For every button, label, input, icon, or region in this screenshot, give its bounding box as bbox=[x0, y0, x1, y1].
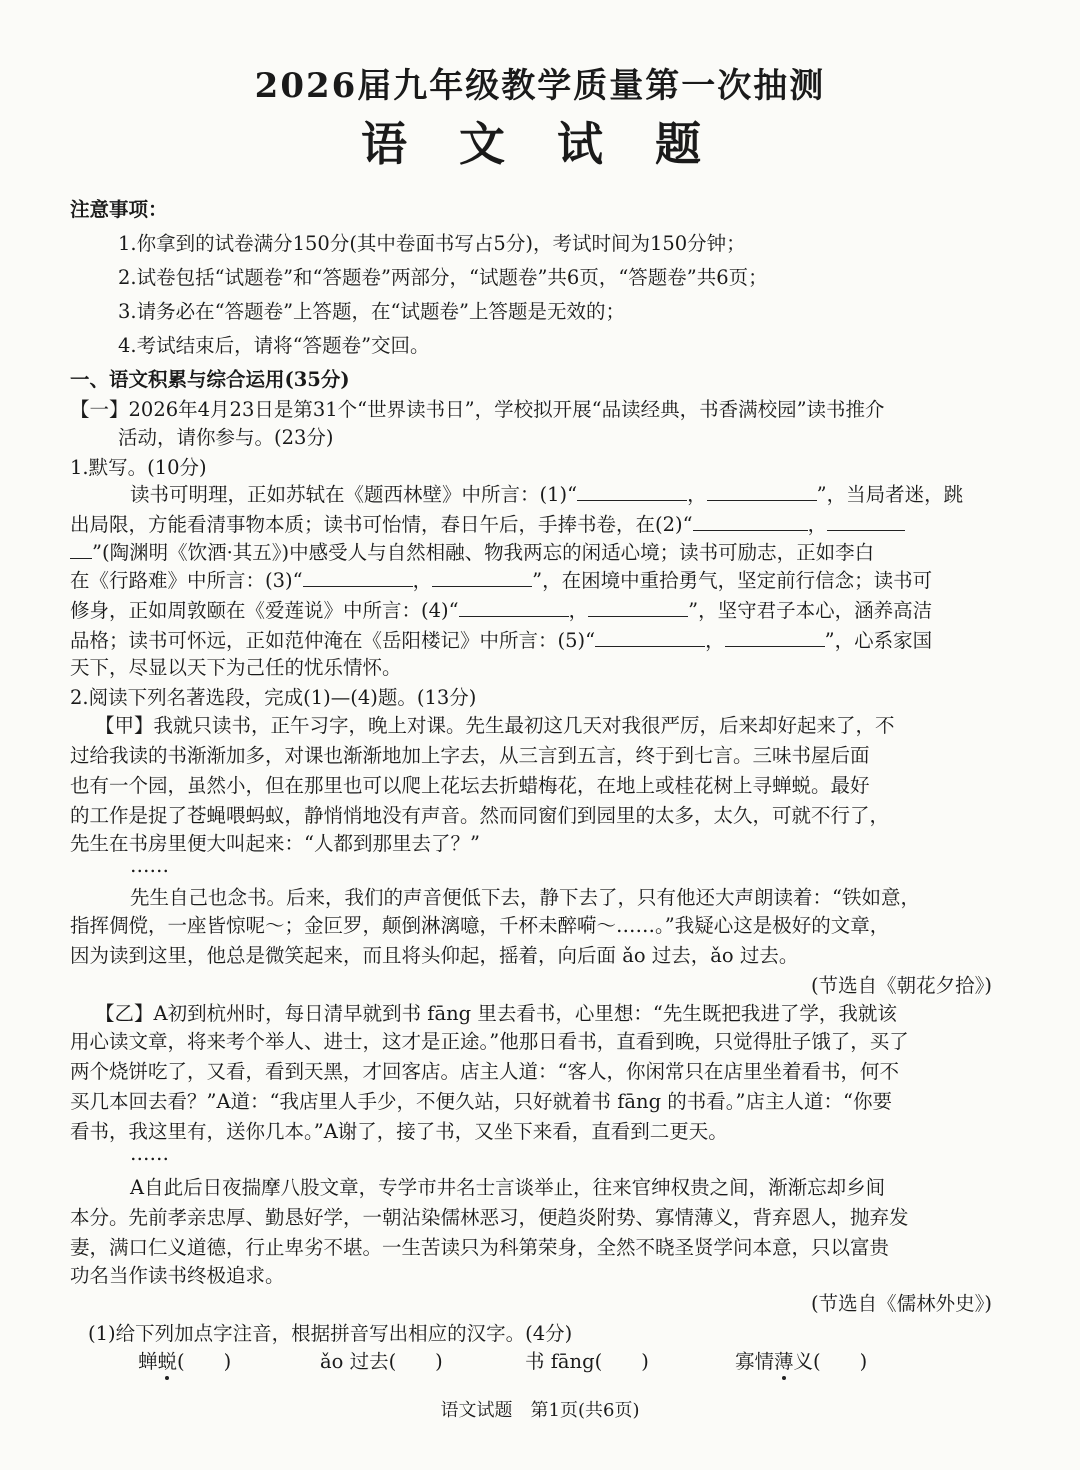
answer-blank[interactable] bbox=[725, 626, 825, 647]
answer-blank[interactable] bbox=[595, 626, 705, 647]
notice-item-4: 4.考试结束后，请将“答题卷”交回。 bbox=[118, 334, 430, 357]
sub1-item-chantui: 蝉蜕( ) bbox=[138, 1350, 232, 1373]
yi-line-5: 看书，我这里有，送你几本。”A谢了，接了书，又坐下来看，直看到二更天。 bbox=[70, 1120, 728, 1143]
yi2-line-4: 功名当作读书终极追求。 bbox=[70, 1264, 285, 1287]
source-rulin: (节选自《儒林外史》) bbox=[811, 1292, 992, 1315]
answer-blank[interactable] bbox=[70, 538, 92, 559]
subject-title: 语 文 试 题 bbox=[360, 117, 720, 171]
answer-blank[interactable] bbox=[827, 510, 905, 531]
answer-blank[interactable] bbox=[693, 510, 808, 531]
yi-line-2: 用心读文章，将来考个举人、进士，这才是正途。”他那日看书，直看到晚，只觉得肚子饿了，买了 bbox=[70, 1030, 909, 1053]
q1-line-1: 读书可明理，正如苏轼在《题西林壁》中所言：(1)“ ， ”，当局者迷，跳 bbox=[130, 480, 963, 509]
jia2-line-1: 先生自己也念书。后来，我们的声音便低下去，静下去了，只有他还大声朗读着：“铁如意， bbox=[130, 886, 920, 909]
jia-line-3: 也有一个园，虽然小，但在那里也可以爬上花坛去折蜡梅花，在地上或桂花树上寻蝉蜕。最好 bbox=[70, 774, 870, 797]
q1-line-2: 出局限，方能看清事物本质；读书可怡情，春日午后，手捧书卷，在(2)“ ， bbox=[70, 510, 905, 539]
yi2-line-3: 妻，满口仁义道德，行止卑劣不堪。一生苦读只为科第荣身，全然不晓圣贤学问本意，只以富贵 bbox=[70, 1236, 890, 1259]
jia-line-2: 过给我读的书渐渐加多，对课也渐渐地加上字去，从三言到五言，终于到七言。三味书屋后面 bbox=[70, 744, 870, 767]
ellipsis-2: …… bbox=[130, 1142, 169, 1165]
q1-heading: 1.默写。(10分) bbox=[70, 456, 207, 479]
sub1-item-shufang-text[interactable]: 书 fāng( ) bbox=[525, 1350, 649, 1373]
sub1-item-guaqing-text: 寡情 bbox=[735, 1350, 775, 1373]
q2-heading: 2.阅读下列名著选段，完成(1)—(4)题。(13分) bbox=[70, 686, 477, 709]
yi-line-4: 买几本回去看？”A道：“我店里人手少，不便久站，只好就着书 fāng 的书看。”店主人道：“你要 bbox=[70, 1090, 892, 1113]
q1-line-3: ”(陶渊明《饮酒·其五》)中感受人与自然相融、物我两忘的闲适心境；读书可励志，正如李白 bbox=[70, 538, 874, 567]
sub1-item-shufang bbox=[525, 1348, 649, 1376]
answer-blank[interactable] bbox=[707, 480, 817, 501]
part1-intro-line2: 活动，请你参与。(23分) bbox=[118, 426, 334, 449]
q1-line-7: 天下，尽显以天下为己任的忧乐情怀。 bbox=[70, 656, 402, 679]
ellipsis-1: …… bbox=[130, 854, 169, 877]
notice-item-2: 2.试卷包括“试题卷”和“答题卷”两部分，“试题卷”共6页，“答题卷”共6页； bbox=[118, 266, 768, 289]
exam-title: 2026届九年级教学质量第一次抽测 bbox=[254, 66, 826, 106]
jia-line-1: 【甲】我就只读书，正午习字，晚上对课。先生最初这几天对我很严厉，后来却好起来了，不 bbox=[95, 714, 895, 737]
jia2-line-2: 指挥倜傥，一座皆惊呢～；金叵罗，颠倒淋漓噫，千杯未醉嗬～……。”我疑心这是极好的文章， bbox=[70, 914, 890, 937]
sub1-item-aoguoqu-text[interactable]: ǎo 过去( ) bbox=[320, 1350, 443, 1373]
sub1-item-yi-blank[interactable]: 义( ) bbox=[793, 1350, 868, 1373]
answer-blank[interactable] bbox=[432, 566, 532, 587]
source-zhaohua: (节选自《朝花夕拾》) bbox=[811, 974, 992, 997]
q1-line-6: 品格；读书可怀远，正如范仲淹在《岳阳楼记》中所言：(5)“ ， ”，心系家国 bbox=[70, 626, 932, 655]
answer-blank[interactable] bbox=[577, 480, 687, 501]
jia2-line-3: 因为读到这里，他总是微笑起来，而且将头仰起，摇着，向后面 ǎo 过去，ǎo 过去。 bbox=[70, 944, 799, 967]
yi2-line-1: A自此后日夜揣摩八股文章，专学市井名士言谈举止，往来官绅权贵之间，渐渐忘却乡间 bbox=[130, 1176, 886, 1199]
yi2-line-2: 本分。先前孝亲忠厚、勤恳好学，一朝沾染儒林恶习，便趋炎附势、寡情薄义，背弃恩人，抛弃发 bbox=[70, 1206, 909, 1229]
notice-item-3: 3.请务必在“答题卷”上答题，在“试题卷”上答题是无效的； bbox=[118, 300, 625, 323]
jia-line-4: 的工作是捉了苍蝇喂蚂蚁，静悄悄地没有声音。然而同窗们到园里的太多，太久，可就不行了， bbox=[70, 804, 890, 827]
yi-line-3: 两个烧饼吃了，又看，看到天黑，才回客店。店主人道：“客人，你闲常只在店里坐着看书，何不 bbox=[70, 1060, 899, 1083]
sub1-item-aoguoqu bbox=[320, 1348, 443, 1376]
answer-blank[interactable] bbox=[588, 596, 688, 617]
page-footer: 语文试题 第1页(共6页) bbox=[440, 1400, 640, 1421]
notice-heading: 注意事项： bbox=[70, 198, 168, 221]
sub1-heading: (1)给下列加点字注音，根据拼音写出相应的汉字。(4分) bbox=[88, 1322, 573, 1345]
answer-blank[interactable] bbox=[459, 596, 569, 617]
answer-blank[interactable] bbox=[303, 566, 413, 587]
q1-line-5: 修身，正如周敦颐在《爱莲说》中所言：(4)“ ， ”，坚守君子本心，涵养高洁 bbox=[70, 596, 932, 625]
q1-line-4: 在《行路难》中所言：(3)“ ， ”，在困境中重拾勇气，坚定前行信念；读书可 bbox=[70, 566, 932, 595]
yi-line-1: 【乙】A初到杭州时，每日清早就到书 fāng 里去看书，心里想：“先生既把我进了学，我就该 bbox=[95, 1002, 897, 1025]
sub1-item-bo-dotted: 薄 bbox=[774, 1350, 794, 1373]
jia-line-5: 先生在书房里便大叫起来：“人都到那里去了？” bbox=[70, 832, 480, 855]
section-heading: 一、语文积累与综合运用(35分) bbox=[70, 368, 350, 391]
part1-intro-line1: 【一】2026年4月23日是第31个“世界读书日”，学校拟开展“品读经典，书香满校园”读书推介 bbox=[70, 398, 885, 421]
sub1-item-guaqingboyi bbox=[735, 1348, 867, 1376]
notice-item-1: 1.你拿到的试卷满分150分(其中卷面书写占5分)，考试时间为150分钟； bbox=[118, 232, 746, 255]
